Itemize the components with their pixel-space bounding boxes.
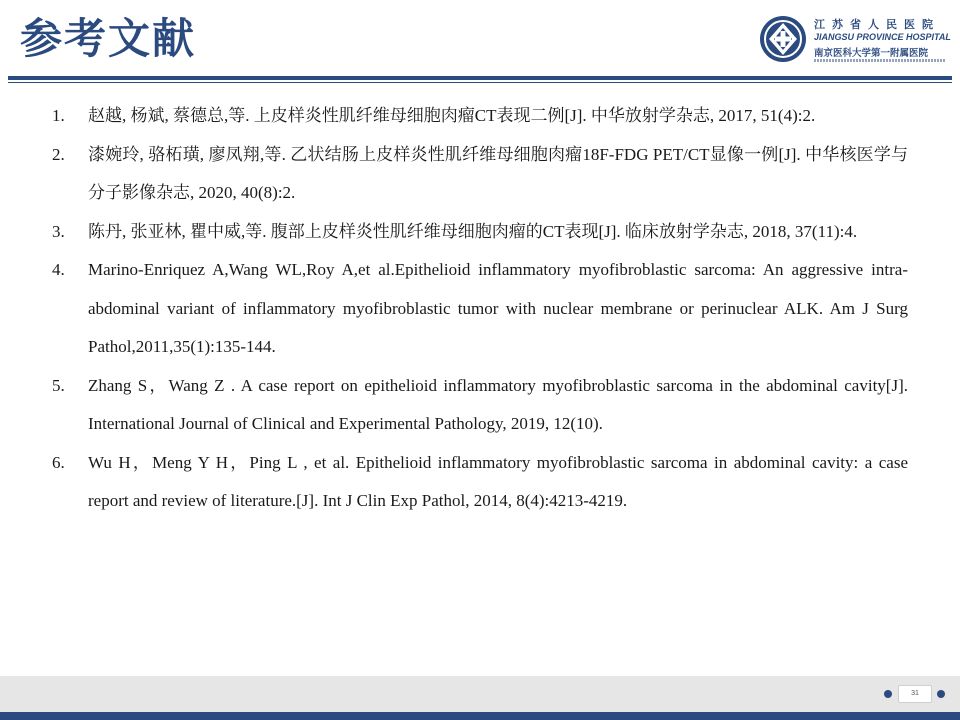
hospital-emblem-icon (758, 14, 808, 64)
header-divider-thin (8, 82, 952, 83)
footer-dot-icon (884, 690, 892, 698)
page-number: 31 (898, 685, 932, 703)
hospital-logo (758, 14, 951, 70)
reference-item (52, 136, 908, 213)
logo-fine-print (814, 59, 946, 62)
footer-bar (0, 712, 960, 720)
reference-text: 赵越, 杨斌, 蔡德总,等. 上皮样炎性肌纤维母细胞肉瘤CT表现二例[J]. 中华放射学杂志, 2017, 51(4):2. (88, 106, 816, 125)
reference-text: 陈丹, 张亚林, 瞿中威,等. 腹部上皮样炎性肌纤维母细胞肉瘤的CT表现[J]. 临床放射学杂志, 2018, 37(11):4. (88, 221, 858, 241)
reference-item (52, 213, 908, 252)
reference-text: 漆婉玲, 骆柘璜, 廖凤翔,等. 乙状结肠上皮样炎性肌纤维母细胞肉瘤18F-FDG PET/CT显像一例[J]. 中华核医学与分子影像杂志, 2020, 40(8):2. (88, 144, 908, 202)
reference-item (52, 367, 908, 444)
logo-name-cn-2: 南京医科大学第一附属医院 (814, 48, 929, 59)
page-title: 参考文献 (20, 14, 197, 63)
reference-number: 6. (52, 452, 65, 472)
reference-item (52, 444, 908, 521)
reference-item (52, 97, 908, 136)
header-divider (8, 76, 952, 80)
reference-text: Marino-Enriquez A,Wang WL,Roy A,et al.Epithelioid inflammatory myofibroblastic sarcoma: An aggressive intra-abdominal variant of inflammatory myofibroblastic tumor with nuclear membrane or perinuclear ALK. Am J Surg Pathol,2011,35(1):135-144. (88, 260, 908, 356)
reference-number: 3. (52, 221, 65, 241)
footer-band (0, 676, 960, 712)
reference-number: 2. (52, 144, 65, 164)
reference-text: Wu H，Meng Y H，Ping L , et al. Epithelioid inflammatory myofibroblastic sarcoma in abdominal cavity: a case report and review of literature.[J]. Int J Clin Exp Pathol, 2014, 8(4):4213-4219. (88, 452, 908, 510)
reference-text: Zhang S，Wang Z . A case report on epithelioid inflammatory myofibroblastic sarcoma in the abdominal cavity[J]. International Journal of Clinical and Experimental Pathology, 2019, 12(10). (88, 375, 908, 433)
reference-number: 1. (52, 106, 65, 125)
reference-number: 5. (52, 375, 65, 395)
reference-item (52, 251, 908, 367)
logo-name-en: JIANGSU PROVINCE HOSPITAL (814, 32, 951, 42)
footer-dot-icon (937, 690, 945, 698)
reference-number: 4. (52, 260, 65, 279)
reference-list (52, 97, 908, 521)
logo-name-cn: 江苏省人民医院 (814, 18, 940, 31)
